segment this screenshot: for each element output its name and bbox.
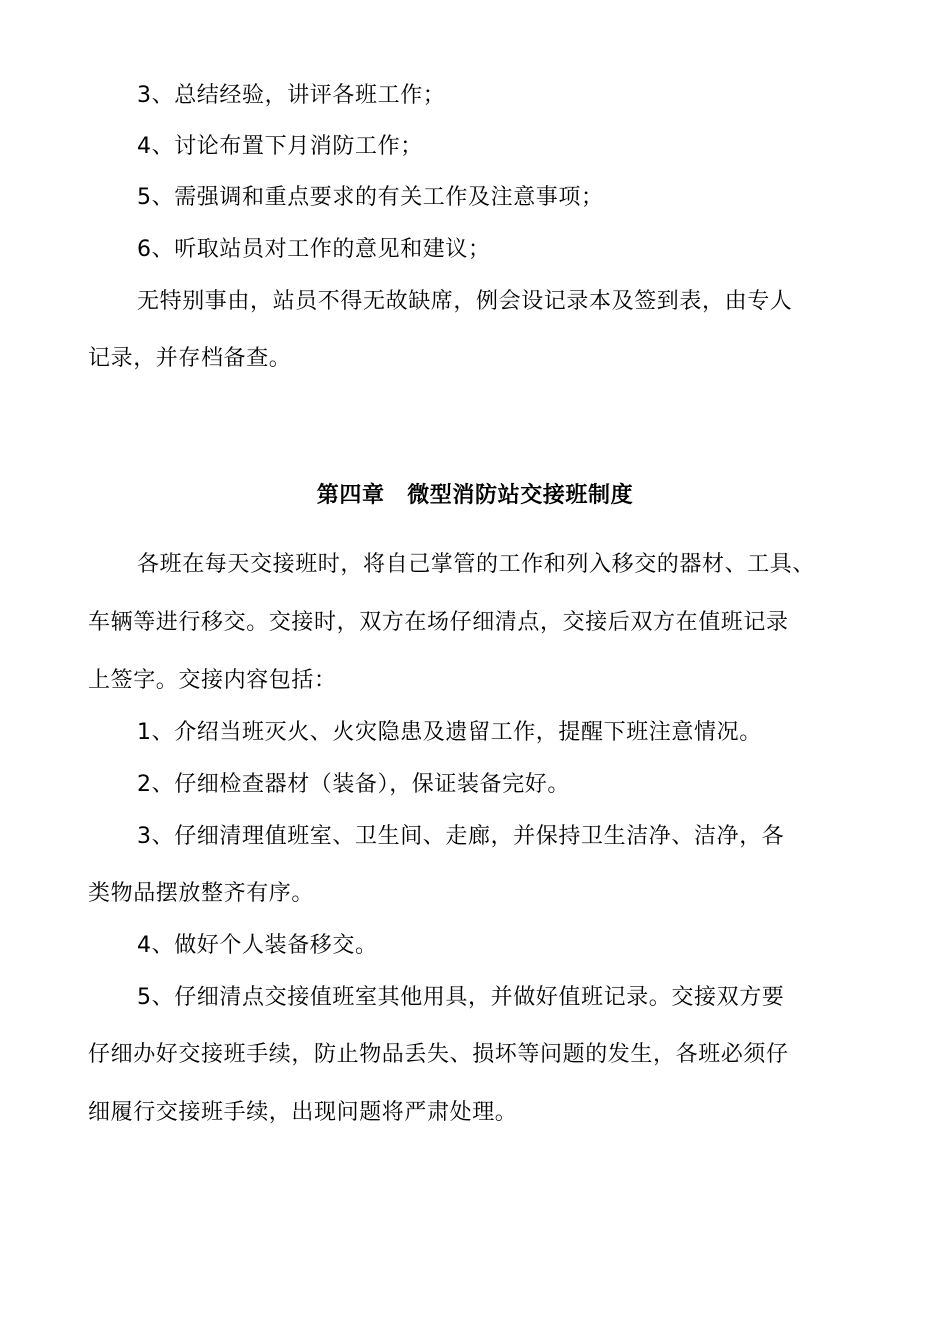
list-item: 5、仔细清点交接值班室其他用具，并做好值班记录。交接双方要 bbox=[137, 985, 785, 1010]
list-item: 3、总结经验，讲评各班工作； bbox=[137, 83, 446, 108]
list-item: 2、仔细检查器材（装备），保证装备完好。 bbox=[137, 772, 570, 797]
list-item-continuation: 仔细办好交接班手续，防止物品丢失、损坏等问题的发生，各班必须仔 bbox=[88, 1042, 789, 1067]
list-item: 4、做好个人装备移交。 bbox=[137, 933, 378, 958]
list-item: 4、讨论布置下月消防工作； bbox=[137, 134, 423, 159]
paragraph-line: 上签字。交接内容包括： bbox=[88, 668, 337, 693]
list-item: 1、介绍当班灭火、火灾隐患及遗留工作，提醒下班注意情况。 bbox=[137, 720, 762, 745]
paragraph-line: 车辆等进行移交。交接时，双方在场仔细清点，交接后双方在值班记录 bbox=[88, 610, 789, 635]
list-item: 6、听取站员对工作的意见和建议； bbox=[137, 237, 491, 262]
list-item: 5、需强调和重点要求的有关工作及注意事项； bbox=[137, 185, 604, 210]
list-item-continuation: 类物品摆放整齐有序。 bbox=[88, 881, 315, 906]
list-item-continuation: 细履行交接班手续，出现问题将严肃处理。 bbox=[88, 1100, 518, 1125]
chapter-title: 第四章 微型消防站交接班制度 bbox=[316, 483, 634, 508]
list-item: 3、仔细清理值班室、卫生间、走廊，并保持卫生洁净、洁净，各 bbox=[137, 824, 785, 849]
paragraph-line: 记录，并存档备查。 bbox=[88, 346, 292, 371]
paragraph-line: 各班在每天交接班时，将自己掌管的工作和列入移交的器材、工具、 bbox=[137, 552, 816, 577]
paragraph-line: 无特别事由，站员不得无故缺席，例会设记录本及签到表，由专人 bbox=[137, 289, 793, 314]
